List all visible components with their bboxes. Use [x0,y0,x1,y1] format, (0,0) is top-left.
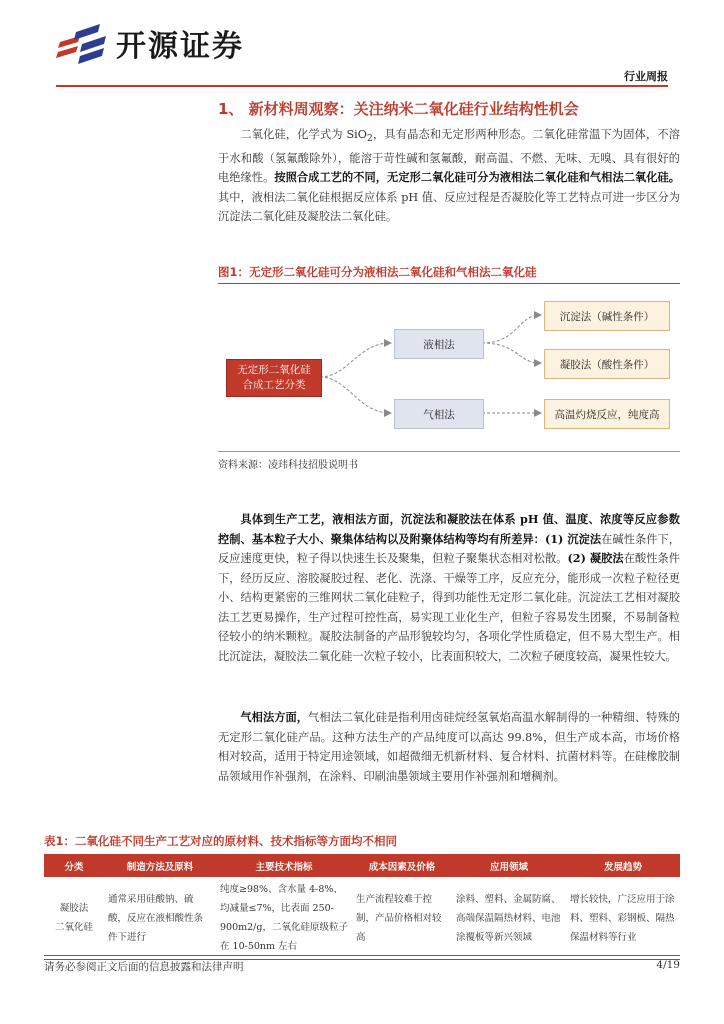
footer-divider [44,955,680,956]
process-diagram [218,285,680,450]
para1-bold: 按照合成工艺的不同，无定形二氧化硅可分为液相法二氧化硅和气相法二氧化硅。 [274,170,680,185]
section-title: 1、 新材料周观察：关注纳米二氧化硅行业结构性机会 [218,100,579,118]
root-box-line1: 无定形二氧化硅 [237,364,311,376]
para2-bold-2: (2) 凝胶法 [567,551,624,565]
para1-subscript: 2 [366,133,373,145]
gel-box: 凝胶法（酸性条件） [544,349,670,379]
liquid-box: 液相法 [394,329,484,359]
para2-text-2: 在酸性条件下，经历反应、溶胶凝胶过程、老化、洗涤、干燥等工序，反应充分，能形成一次粒子粒径更小、结构更紧密的三维网状二氧化硅粒子，得到功能性无定形二氧化硅。沉淀法工艺相对凝胶法工艺更易操作，生产过程可控性高，易实现工业化生产，但粒子容易发生团聚，不易制备粒径较小的纳米颗粒。凝胶法制备的产品形貌较均匀，各项化学性质稳定，但不易大型生产。相比沉淀法，凝胶法二氧化硅一次粒子较小，比表面积较大，二次粒子硬度较高，凝果性较大。 [218,552,680,663]
company-name: 开源证券 [116,29,244,64]
cell-trend: 增长较快，广泛应用于涂料、塑料、彩钢板、隔热保温材料等行业 [566,877,680,960]
gas-box: 气相法 [394,399,484,429]
para1-text-3: 其中，液相法二氧化硅根据反应体系 pH 值、反应过程是否凝胶化等工艺特点可进一步区分为沉淀法二氧化硅及凝胶法二氧化硅。 [218,190,680,224]
table-header-cell: 主要技术指标 [216,854,352,877]
para1-text-2: ，具有晶态和无定形两种形态。二氧化硅常温下为固体，不溶于水和酸（氢氟酸除外），能溶于苛性碱和氢氟酸，耐高温、不燃、无味、无嗅、具有很好的电绝缘性。 [218,128,680,185]
root-box [226,359,322,397]
report-type: 行业周报 [624,70,668,83]
root-box-line2: 合成工艺分类 [242,379,306,391]
process-table [44,854,680,960]
para3-text: 气相法二氧化硅是指利用卤硅烷经氢氧焰高温水解制得的一种精细、特殊的无定形二氧化硅产品。这种方法生产的产品纯度可以高达 99.8%，但生产成本高，市场价格相对较高，适用于特定用途领域，如超微细无机新材料、复合材料、抗菌材料等。在硅橡胶制品领域用作补强剂，在涂料、印刷油墨领域主要用作补强剂和增稠剂。 [218,711,680,783]
arrow-to-gel [482,343,540,363]
figure-bottom-rule [218,451,680,452]
table-header-cell: 应用领域 [452,854,566,877]
figure-title: 图1：无定形二氧化硅可分为液相法二氧化硅和气相法二氧化硅 [218,265,537,279]
cell-category [44,877,104,960]
precip-box: 沉淀法（碱性条件） [544,301,670,331]
footer-disclaimer: 请务必参阅正文后面的信息披露和法律声明 [44,961,244,973]
figure-top-rule [218,283,680,284]
para1-text-1: 二氧化硅，化学式为 SiO [240,128,367,141]
paragraph-liquid [218,510,680,666]
cell-tech: 纯度≥98%、含水量 4-8%、均减量≤7%，比表面 250-900m2/g，二氧化硅原级粒子在 10-50nm 左右 [216,877,352,960]
figure-source: 资料来源：凌玮科技招股说明书 [218,460,358,471]
para3-bold: 气相法方面， [240,710,309,724]
table-header-row [44,854,680,877]
table-header-cell: 制造方法及原料 [104,854,216,877]
category-line2: 二氧化硅 [54,922,93,933]
cell-method: 通常采用硅酸钠、硫酸，反应在液相酸性条件下进行 [104,877,216,960]
table-header-cell: 成本因素及价格 [352,854,452,877]
para2-bold-1: 具体到生产工艺，液相法方面，沉淀法和凝胶法在体系 pH 值、温度、浓度等反应参数控制、基本粒子大小、聚集体结构以及附聚体结构等均有所差异：(1) 沉淀法 [218,512,680,546]
paragraph-gas [218,708,680,786]
table-title: 表1：二氧化硅不同生产工艺对应的原材料、技术指标等方面均不相同 [44,834,397,848]
cell-application: 涂料、塑料、金属防腐、高端保温隔热材料、电池涂覆板等新兴领域 [452,877,566,960]
table-header-cell: 发展趋势 [566,854,680,877]
paragraph-intro [218,125,680,227]
company-logo [56,22,244,64]
arrow-to-gas [320,377,390,413]
table-header-cell: 分类 [44,854,104,877]
table-row [44,877,680,960]
para2-text-1: 在碱性条件下，反应速度更快，粒子得以快速生长及聚集，但粒子聚集状态相对松散。 [218,532,680,565]
high-temp-box: 高温灼烧反应，纯度高 [544,399,670,429]
category-line1: 凝胶法 [59,903,89,914]
page-number: 4/19 [656,959,680,971]
arrow-to-liquid [320,343,390,377]
cell-cost: 生产流程较难于控制，产品价格相对较高 [352,877,452,960]
header-divider [56,85,668,87]
arrow-to-precip [482,315,540,343]
logo-mark-icon [56,22,108,64]
